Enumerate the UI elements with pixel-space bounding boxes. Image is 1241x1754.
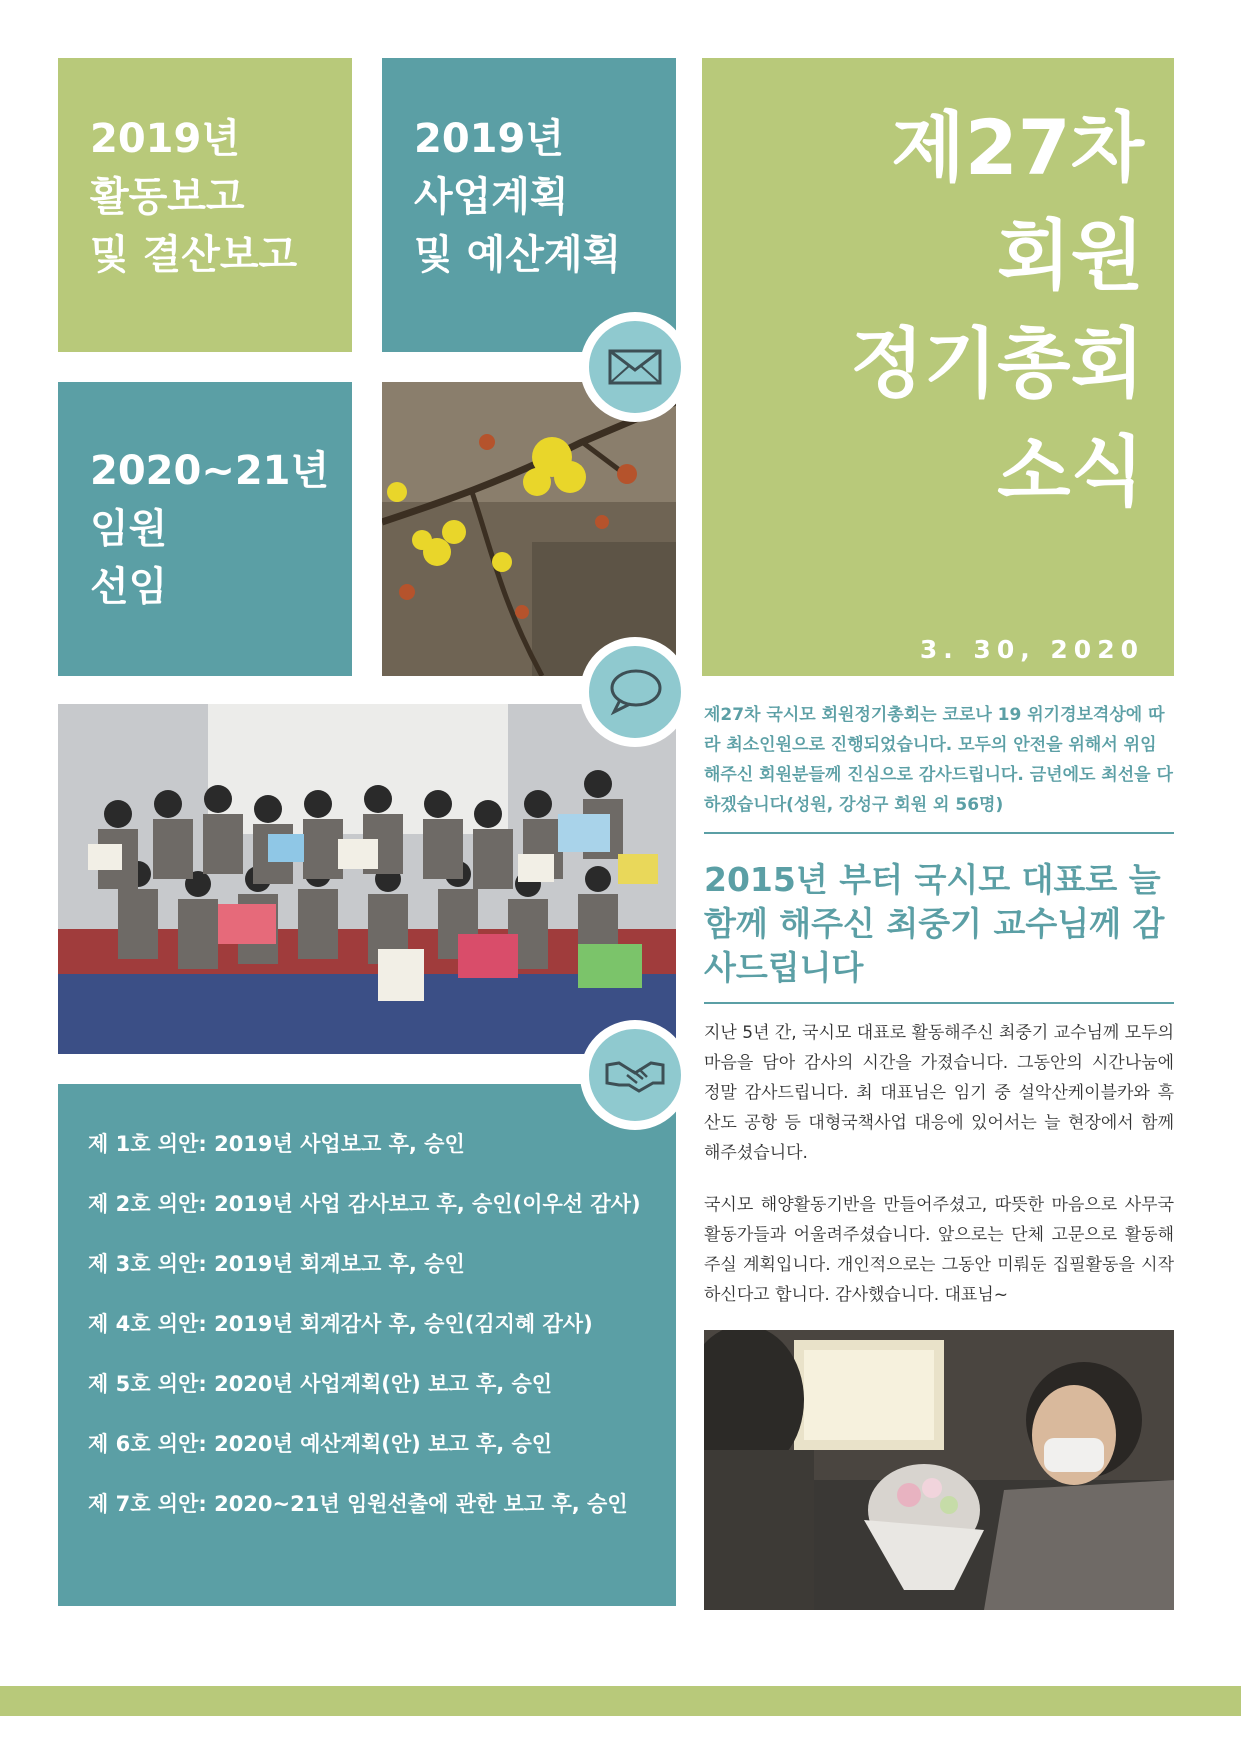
bottom-bar xyxy=(0,1686,1241,1716)
agenda-item-6: 제 6호 의안: 2020년 예산계획(안) 보고 후, 승인 xyxy=(88,1432,553,1456)
agenda-item-1: 제 1호 의안: 2019년 사업보고 후, 승인 xyxy=(88,1132,465,1156)
tile-business-plan xyxy=(382,58,676,352)
page-title: 제27차 회원 정기총회 소식 xyxy=(850,103,1144,516)
agenda-item-5: 제 5호 의안: 2020년 사업계획(안) 보고 후, 승인 xyxy=(88,1372,553,1396)
agenda-item-2: 제 2호 의안: 2019년 사업 감사보고 후, 승인(이우선 감사) xyxy=(88,1192,641,1216)
tile-activity-report xyxy=(58,58,352,352)
article-headline: 2015년 부터 국시모 대표로 늘 함께 해주신 최중기 교수님께 감사드립니다 xyxy=(704,860,1165,987)
handover-photo xyxy=(704,1330,1174,1610)
divider-top xyxy=(704,832,1174,834)
speech-bubble-icon xyxy=(580,637,690,747)
intro-paragraph: 제27차 국시모 회원정기총회는 코로나 19 위기경보격상에 따라 최소인원으로 진행되었습니다. 모두의 안전을 위해서 위임 해주신 회원분들께 진심으로 감사드립니다. 금년에도 최선을 다하겠습니다(성원, 강성구 회원 외 56명) xyxy=(704,705,1173,815)
tile-business-plan-text: 2019년 사업계획 및 예산계획 xyxy=(414,116,622,278)
agenda-item-4: 제 4호 의안: 2019년 회계감사 후, 승인(김지혜 감사) xyxy=(88,1312,593,1336)
group-photo xyxy=(58,704,676,1054)
agenda-item-3: 제 3호 의안: 2019년 회계보고 후, 승인 xyxy=(88,1252,465,1276)
agenda-item-7: 제 7호 의안: 2020~21년 임원선출에 관한 보고 후, 승인 xyxy=(88,1492,628,1516)
article-paragraph-2: 국시모 해양활동기반을 만들어주셨고, 따뜻한 마음으로 사무국활동가들과 어울려주셨습니다. 앞으로는 단체 고문으로 활동해주실 계획입니다. 개인적으로는 그동안 미뤄둔 집필활동을 시작 하신다고 합니다. 감사했습니다. 대표님~ xyxy=(704,1195,1174,1305)
flower-photo xyxy=(382,382,676,676)
title-block xyxy=(702,58,1174,676)
envelope-icon xyxy=(580,312,690,422)
meeting-date: 3. 30, 2020 xyxy=(919,635,1144,664)
agenda-list xyxy=(58,1084,676,1550)
divider-bottom xyxy=(704,1002,1174,1004)
tile-officers-text: 2020~21년 임원 선임 xyxy=(90,448,330,610)
article-paragraph-1: 지난 5년 간, 국시모 대표로 활동해주신 최중기 교수님께 모두의 마음을 담아 감사의 시간을 가졌습니다. 그동안의 시간나눔에 정말 감사드립니다. 최 대표님은 임기 중 설악산케이블카와 흑산도 공항 등 대형국책사업 대응에 있어서는 늘 현장에서 함께 해주셨습니다. xyxy=(704,1023,1174,1163)
tile-activity-report-text: 2019년 활동보고 및 결산보고 xyxy=(90,116,298,278)
handshake-icon xyxy=(580,1020,690,1130)
tile-officers xyxy=(58,382,352,676)
agenda-box xyxy=(58,1084,676,1606)
